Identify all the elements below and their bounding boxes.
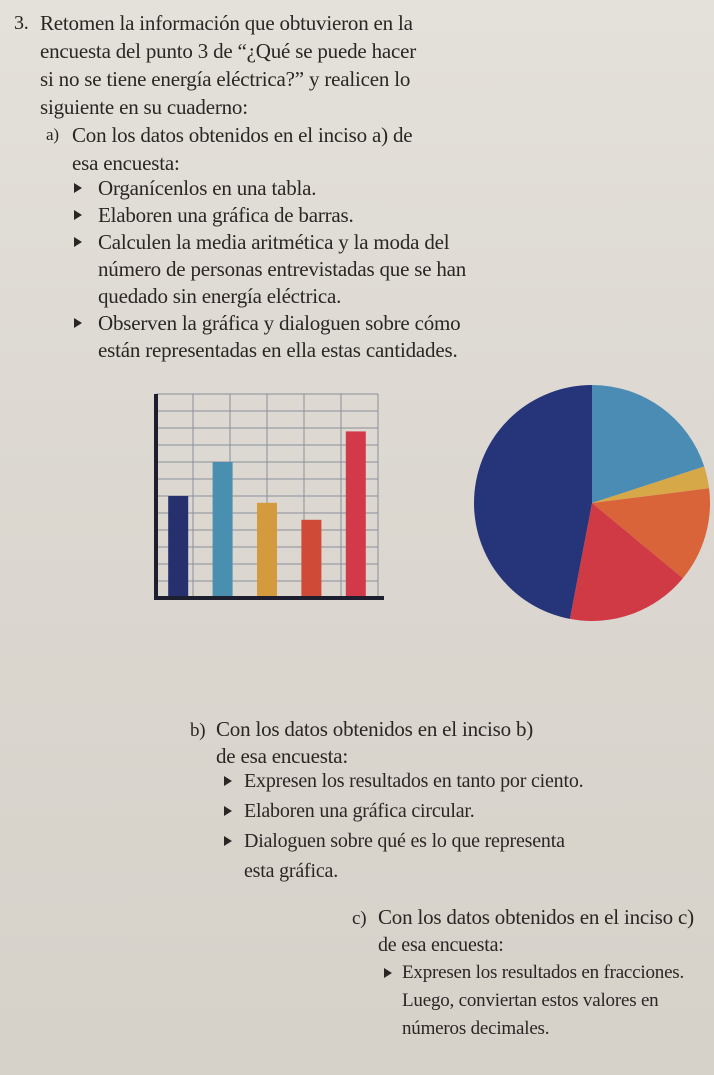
part-c-bullet: Expresen los resultados en fracciones. — [402, 962, 685, 983]
part-b-bullet: Dialoguen sobre qué es lo que representa — [244, 830, 565, 852]
bar-2 — [213, 462, 233, 598]
part-b-bullet-cont: esta gráfica. — [244, 860, 339, 882]
part-c-bullet-cont: números decimales. — [402, 1018, 550, 1039]
part-a-letter: a) — [46, 125, 59, 144]
part-a-bullet: Elaboren una gráfica de barras. — [98, 203, 354, 227]
part-a-bullet-cont: número de personas entrevistadas que se han — [98, 257, 467, 281]
part-a-bullet: Calculen la media aritmética y la moda del — [98, 230, 450, 254]
part-a-bullet-cont: quedado sin energía eléctrica. — [98, 284, 342, 308]
bar-5 — [346, 431, 366, 598]
bullet-arrow-icon — [74, 318, 82, 328]
bullet-arrow-icon — [224, 806, 232, 816]
bar-4 — [301, 520, 321, 598]
intro-line: encuesta del punto 3 de “¿Qué se puede hacer — [40, 39, 417, 63]
intro-line: Retomen la información que obtuvieron en la — [40, 11, 413, 35]
pie-chart — [470, 382, 710, 624]
pie-chart-slices — [474, 385, 710, 621]
part-a-line: esa encuesta: — [72, 151, 180, 175]
part-a-bullet: Organícenlos en una tabla. — [98, 176, 317, 200]
part-b-line: Con los datos obtenidos en el inciso b) — [216, 717, 534, 741]
intro-line: si no se tiene energía eléctrica?” y realicen lo — [40, 67, 411, 91]
bullet-arrow-icon — [74, 237, 82, 247]
bullet-arrow-icon — [74, 183, 82, 193]
part-b-bullet: Expresen los resultados en tanto por ciento. — [244, 770, 584, 792]
part-b-line: de esa encuesta: — [216, 744, 349, 768]
part-c-letter: c) — [352, 908, 367, 929]
bar-chart — [140, 378, 390, 610]
bullet-arrow-icon — [74, 210, 82, 220]
part-a-bullet-cont: están representadas en ella estas cantidades. — [98, 338, 458, 362]
bullet-arrow-icon — [384, 968, 392, 978]
part-c-bullet-cont: Luego, conviertan estos valores en — [402, 990, 659, 1011]
part-c-line: Con los datos obtenidos en el inciso c) — [378, 905, 694, 929]
bar-3 — [257, 503, 277, 598]
part-b-letter: b) — [190, 720, 206, 741]
bullet-arrow-icon — [224, 776, 232, 786]
bullet-arrow-icon — [224, 836, 232, 846]
intro-line: siguiente en su cuaderno: — [40, 95, 248, 119]
part-b-bullet: Elaboren una gráfica circular. — [244, 800, 475, 822]
part-a-line: Con los datos obtenidos en el inciso a) de — [72, 123, 413, 147]
pie-slice-E — [474, 385, 592, 619]
exercise-number: 3. — [14, 12, 29, 34]
part-a-bullet: Observen la gráfica y dialoguen sobre cómo — [98, 311, 461, 335]
bar-1 — [168, 496, 188, 598]
part-c-line: de esa encuesta: — [378, 934, 504, 956]
